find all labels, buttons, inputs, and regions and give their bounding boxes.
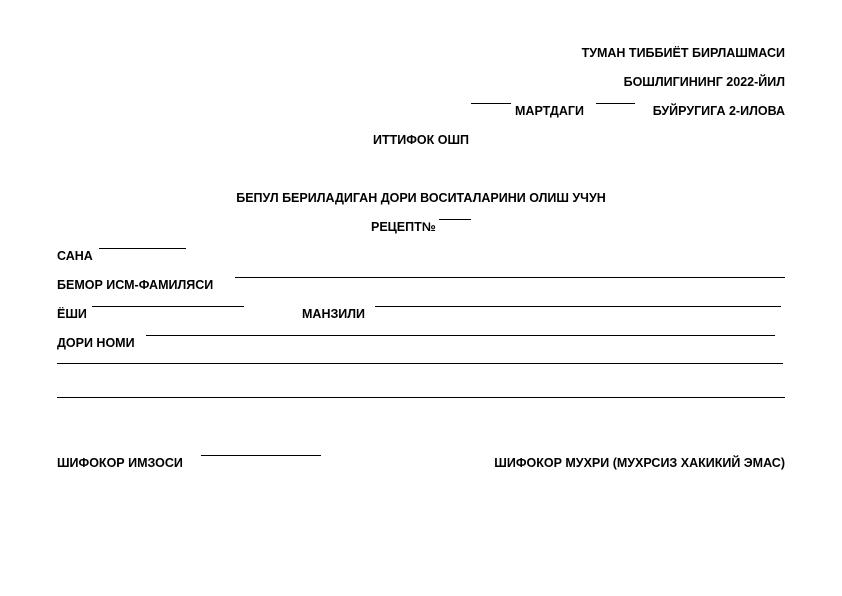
doctor-signature-blank bbox=[201, 455, 321, 456]
doctor-stamp-label: ШИФОКОР МУХРИ (МУХРСИЗ ХАКИКИЙ ЭМАС) bbox=[494, 456, 785, 470]
age-blank bbox=[92, 306, 244, 307]
extra-blank-line-1 bbox=[57, 363, 783, 364]
doctor-signature-label: ШИФОКОР ИМЗОСИ bbox=[57, 456, 183, 470]
order-day-blank bbox=[471, 103, 511, 104]
header-line-3-appendix: БУЙРУГИГА 2-ИЛОВА bbox=[652, 104, 785, 118]
date-blank bbox=[99, 248, 186, 249]
patient-name-blank bbox=[235, 277, 785, 278]
extra-blank-line-2 bbox=[57, 397, 785, 398]
organization-name: ИТТИФОК ОШП bbox=[372, 133, 469, 147]
medicine-name-blank bbox=[146, 335, 775, 336]
date-label: САНА bbox=[57, 249, 93, 263]
document-title: БЕПУЛ БЕРИЛАДИГАН ДОРИ ВОСИТАЛАРИНИ ОЛИШ УЧУН bbox=[236, 191, 606, 205]
address-label: МАНЗИЛИ bbox=[302, 307, 366, 321]
recipe-number-blank bbox=[439, 219, 471, 220]
header-line-1: ТУМАН ТИББИЁТ БИРЛАШМАСИ bbox=[581, 46, 785, 60]
header-line-3-month: МАРТДАГИ bbox=[515, 104, 584, 118]
order-number-blank bbox=[596, 103, 635, 104]
patient-name-label: БЕМОР ИСМ-ФАМИЛЯСИ bbox=[57, 278, 214, 292]
age-label: ЁШИ bbox=[57, 307, 87, 321]
medicine-name-label: ДОРИ НОМИ bbox=[57, 336, 135, 350]
address-blank bbox=[375, 306, 781, 307]
header-line-2: БОШЛИГИНИНГ 2022-ЙИЛ bbox=[623, 75, 785, 89]
recipe-number-label: РЕЦЕПТ№ bbox=[371, 220, 436, 234]
